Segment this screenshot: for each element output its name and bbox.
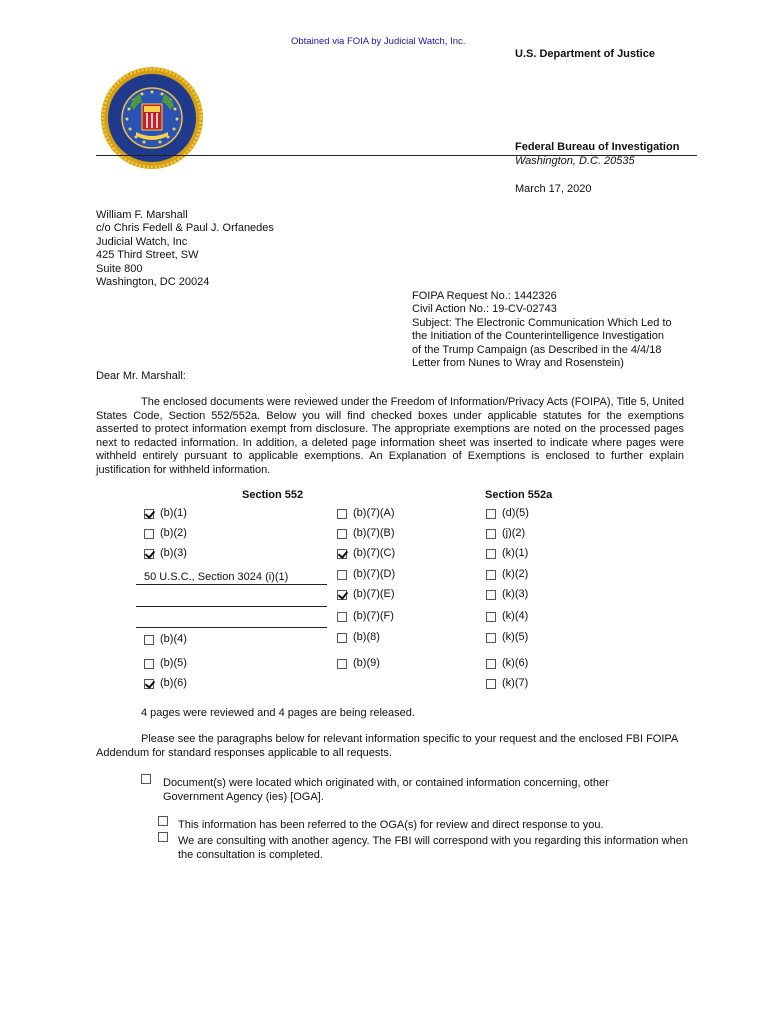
- exemption-j2[interactable]: (j)(2): [486, 527, 525, 540]
- checkbox-icon[interactable]: [144, 635, 154, 645]
- checkbox-icon[interactable]: [486, 590, 496, 600]
- statute-text: 50 U.S.C., Section 3024 (i)(1): [144, 571, 289, 583]
- exemption-b9[interactable]: (b)(9): [337, 657, 380, 670]
- department-name: U.S. Department of Justice: [515, 48, 655, 60]
- subject-line: Subject: The Electronic Communication Which Led to: [412, 316, 672, 329]
- subject-line: the Initiation of the Counterintelligence Investigation: [412, 330, 664, 343]
- bureau-name: Federal Bureau of Investigation: [515, 141, 680, 153]
- pages-released-statement: 4 pages were reviewed and 4 pages are being released.: [141, 707, 415, 719]
- checkbox-icon[interactable]: [337, 509, 347, 519]
- checkbox-icon[interactable]: [144, 659, 154, 669]
- oga-consulting-text: We are consulting with another agency. The FBI will correspond with you regarding this information when the consultation is completed.: [178, 835, 688, 861]
- statute-blank-line: [136, 627, 327, 628]
- bureau-address: Washington, D.C. 20535: [515, 155, 635, 167]
- oga-text: Document(s) were located which originated with, or contained information concerning, other Government Agency (ies) [OGA].: [163, 777, 609, 803]
- body-paragraph-addendum: Please see the paragraphs below for relevant information specific to your request and the enclosed FBI FOIPA Addendum for standard responses applicable to all requests.: [96, 733, 678, 759]
- exemption-b3[interactable]: (b)(3): [144, 547, 187, 560]
- checkbox-icon[interactable]: [158, 816, 168, 826]
- section-552a-heading: Section 552a: [485, 489, 553, 501]
- recipient-address: [96, 209, 274, 289]
- request-info: [412, 290, 702, 370]
- address-line: c/o Chris Fedell & Paul J. Orfanedes: [96, 222, 274, 235]
- exemption-b6[interactable]: (b)(6): [144, 677, 187, 690]
- statute-underline: [136, 584, 327, 585]
- exemption-k5[interactable]: (k)(5): [486, 631, 528, 644]
- body-paragraph-exemptions: The enclosed documents were reviewed under the Freedom of Information/Privacy Acts (FOIPA), Title 5, United States Code, Section 552/552a. Below you will find checked boxes under applicable statutes for the exemptions asserted to protect information exempt from disclosure. The appropriate exemptions are noted on the processed pages next to redacted information. In addition, a deleted page information sheet was inserted to indicate where pages were withheld entirely pursuant to applicable exemptions. An Explanation of Exemptions is enclosed to further explain justification for withheld information.: [96, 396, 684, 476]
- letter-date: March 17, 2020: [515, 183, 592, 195]
- checkbox-icon[interactable]: [337, 633, 347, 643]
- checkbox-icon[interactable]: [158, 832, 168, 842]
- statute-blank-line: [136, 606, 327, 607]
- civil-action-number: Civil Action No.: 19-CV-02743: [412, 303, 557, 316]
- exemption-b2[interactable]: (b)(2): [144, 527, 187, 540]
- exemption-b5[interactable]: (b)(5): [144, 657, 187, 670]
- checkbox-icon[interactable]: [141, 774, 151, 784]
- exemption-b7e[interactable]: (b)(7)(E): [337, 588, 395, 601]
- exemption-d5[interactable]: (d)(5): [486, 507, 529, 520]
- foia-watermark-note: Obtained via FOIA by Judicial Watch, Inc.: [291, 36, 466, 47]
- address-line: William F. Marshall: [96, 209, 188, 221]
- checkbox-icon[interactable]: [144, 549, 154, 559]
- subject-line: of the Trump Campaign (as Described in the 4/4/18: [412, 343, 662, 356]
- exemption-b7d[interactable]: (b)(7)(D): [337, 568, 395, 581]
- exemption-k4[interactable]: (k)(4): [486, 610, 528, 623]
- checkbox-icon[interactable]: [337, 570, 347, 580]
- exemption-k1[interactable]: (k)(1): [486, 547, 528, 560]
- exemption-k2[interactable]: (k)(2): [486, 568, 528, 581]
- checkbox-icon[interactable]: [144, 679, 154, 689]
- address-line: Suite 800: [96, 262, 143, 275]
- exemption-b4[interactable]: (b)(4): [144, 633, 187, 646]
- checkbox-icon[interactable]: [337, 590, 347, 600]
- checkbox-icon[interactable]: [144, 529, 154, 539]
- exemption-k6[interactable]: (k)(6): [486, 657, 528, 670]
- checkbox-icon[interactable]: [337, 529, 347, 539]
- checkbox-icon[interactable]: [144, 509, 154, 519]
- exemption-k7[interactable]: (k)(7): [486, 677, 528, 690]
- address-line: 425 Third Street, SW: [96, 249, 199, 262]
- checkbox-icon[interactable]: [337, 612, 347, 622]
- oga-referred-text: This information has been referred to the OGA(s) for review and direct response to you.: [178, 819, 604, 831]
- salutation: Dear Mr. Marshall:: [96, 370, 186, 382]
- address-line: Judicial Watch, Inc: [96, 235, 188, 248]
- checkbox-icon[interactable]: [337, 549, 347, 559]
- checkbox-icon[interactable]: [486, 509, 496, 519]
- checkbox-icon[interactable]: [486, 633, 496, 643]
- exemption-b7f[interactable]: (b)(7)(F): [337, 610, 394, 623]
- subject-line: Letter from Nunes to Wray and Rosenstein): [412, 356, 624, 369]
- exemption-k3[interactable]: (k)(3): [486, 588, 528, 601]
- checkbox-icon[interactable]: [486, 659, 496, 669]
- exemption-b7c[interactable]: (b)(7)(C): [337, 547, 395, 560]
- exemption-b8[interactable]: (b)(8): [337, 631, 380, 644]
- exemption-b7b[interactable]: (b)(7)(B): [337, 527, 395, 540]
- exemption-b1[interactable]: (b)(1): [144, 507, 187, 520]
- checkbox-icon[interactable]: [337, 659, 347, 669]
- request-number: FOIPA Request No.: 1442326: [412, 290, 557, 302]
- address-line: Washington, DC 20024: [96, 275, 210, 288]
- checkbox-icon[interactable]: [486, 529, 496, 539]
- checkbox-icon[interactable]: [486, 679, 496, 689]
- exemption-b7a[interactable]: (b)(7)(A): [337, 507, 395, 520]
- checkbox-icon[interactable]: [486, 570, 496, 580]
- checkbox-icon[interactable]: [486, 549, 496, 559]
- section-552-heading: Section 552: [242, 489, 304, 501]
- checkbox-icon[interactable]: [486, 612, 496, 622]
